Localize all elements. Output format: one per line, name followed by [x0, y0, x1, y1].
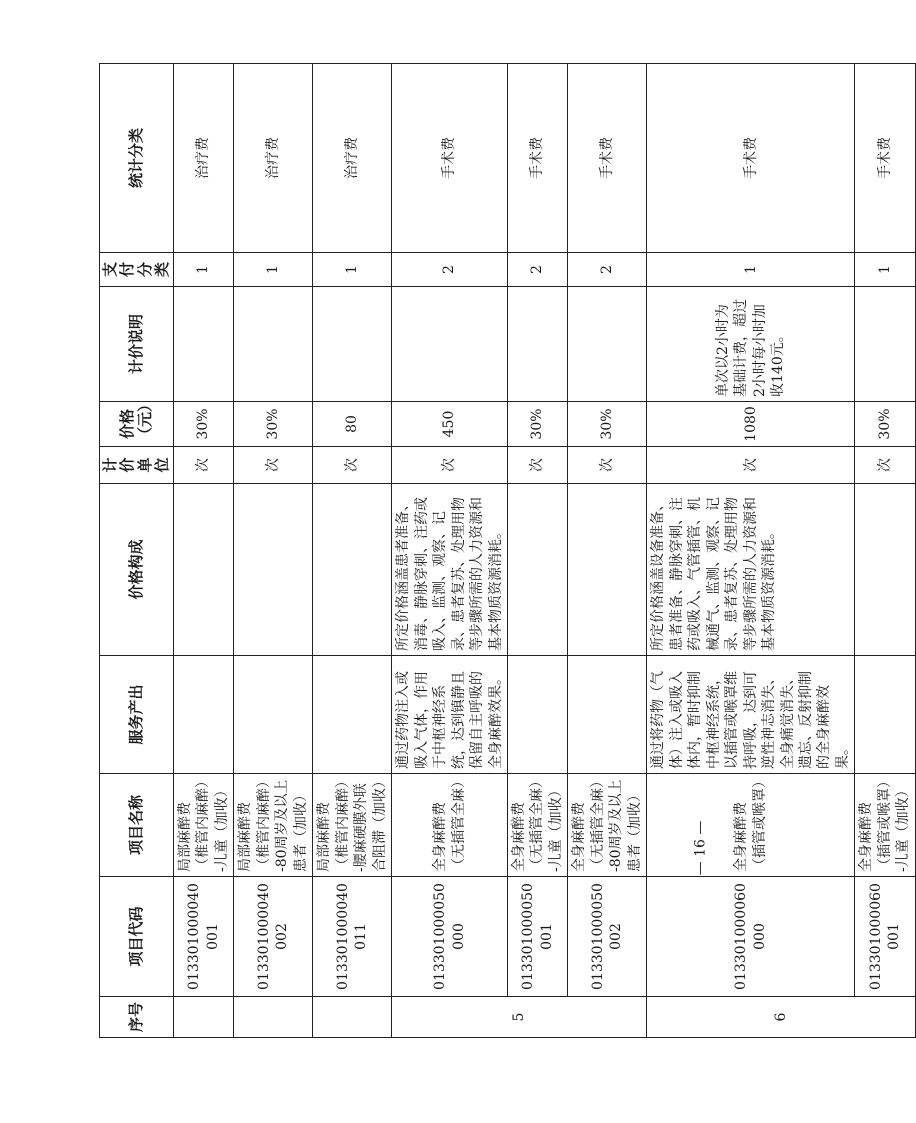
note-cell [568, 287, 647, 402]
fee-table [99, 63, 916, 1038]
code-cell: 013301000050000 [392, 877, 508, 997]
name-cell: 全身麻醉费（无插管全麻）-80周岁及以上患者（加收） [568, 774, 647, 877]
unit-cell: 次 [234, 447, 313, 484]
code-cell: 013301000040001 [174, 877, 234, 997]
name-cell: 局部麻醉费（椎管内麻醉）-80周岁及以上患者（加收） [234, 774, 313, 877]
seq-cell: 6 [647, 997, 916, 1038]
pay-cell: 2 [507, 253, 567, 287]
table-row [313, 64, 392, 1038]
header-name: 项目名称 [100, 774, 174, 877]
note-cell [234, 287, 313, 402]
note-cell [855, 287, 915, 402]
service-cell [855, 656, 915, 774]
service-cell: 通过将药物（气体）注入或吸入体内，暂时抑制中枢神经系统，以插管或喉罩维持呼吸，达到可逆性神志消失、全身痛觉消失、遗忘、反射抑制的全身麻醉效果。 [647, 656, 855, 774]
name-cell: 全身麻醉费（插管或喉罩）-儿童（加收） [855, 774, 915, 877]
category-cell: 治疗费 [174, 64, 234, 253]
table-row [855, 64, 915, 1038]
price-cell: 30% [568, 402, 647, 447]
note-cell [507, 287, 567, 402]
price-cell: 30% [234, 402, 313, 447]
code-cell: 013301000050001 [507, 877, 567, 997]
composition-cell: 所定价格涵盖设备准备、患者准备、静脉穿刺、注药或吸入、气管插管、机械通气、监测、观察、记录、患者复苏、处理用物等步骤所需的人力资源和基本物质资源消耗。 [647, 484, 855, 656]
name-cell: 局部麻醉费（椎管内麻醉）-腰麻硬膜外联合阻滞（加收） [313, 774, 392, 877]
category-cell: 手术费 [568, 64, 647, 253]
table-row [174, 64, 234, 1038]
seq-cell: 5 [392, 997, 647, 1038]
note-cell [313, 287, 392, 402]
price-cell: 450 [392, 402, 508, 447]
code-cell: 013301000060001 [855, 877, 915, 997]
unit-cell: 次 [392, 447, 508, 484]
table-row [234, 64, 313, 1038]
note-cell: 单次以2小时为基础计费，超过2小时每小时加收140元。 [647, 287, 855, 402]
service-cell [174, 656, 234, 774]
price-cell: 1080 [647, 402, 855, 447]
table-row [647, 64, 855, 1038]
price-cell: 30% [855, 402, 915, 447]
composition-cell [568, 484, 647, 656]
header-pay: 支付分类 [100, 253, 174, 287]
service-cell [507, 656, 567, 774]
service-cell [568, 656, 647, 774]
name-cell: 全身麻醉费（插管或喉罩） [647, 774, 855, 877]
price-cell: 80 [313, 402, 392, 447]
note-cell [392, 287, 508, 402]
seq-cell [313, 997, 392, 1038]
composition-cell [507, 484, 567, 656]
category-cell: 治疗费 [313, 64, 392, 253]
pay-cell: 1 [174, 253, 234, 287]
header-row [100, 64, 174, 1038]
table-row [507, 64, 567, 1038]
category-cell: 治疗费 [234, 64, 313, 253]
seq-cell [234, 997, 313, 1038]
category-cell: 手术费 [392, 64, 508, 253]
service-cell [234, 656, 313, 774]
unit-cell: 次 [568, 447, 647, 484]
composition-cell [855, 484, 915, 656]
header-composition: 价格构成 [100, 484, 174, 656]
name-cell: 局部麻醉费（椎管内麻醉）-儿童（加收） [174, 774, 234, 877]
pay-cell: 2 [392, 253, 508, 287]
name-cell: 全身麻醉费（无插管全麻） [392, 774, 508, 877]
composition-cell [313, 484, 392, 656]
table-row [568, 64, 647, 1038]
category-cell: 手术费 [647, 64, 855, 253]
header-note: 计价说明 [100, 287, 174, 402]
name-cell: 全身麻醉费（无插管全麻）-儿童（加收） [507, 774, 567, 877]
price-cell: 30% [507, 402, 567, 447]
pay-cell: 1 [234, 253, 313, 287]
price-cell: 30% [174, 402, 234, 447]
code-cell: 013301000060000 [647, 877, 855, 997]
header-price: 价格（元） [100, 402, 174, 447]
header-unit: 计价单位 [100, 447, 174, 484]
pay-cell: 1 [647, 253, 855, 287]
code-cell: 013301000040011 [313, 877, 392, 997]
page-number [680, 808, 720, 888]
pay-cell: 1 [855, 253, 915, 287]
category-cell: 手术费 [855, 64, 915, 253]
pay-cell: 2 [568, 253, 647, 287]
unit-cell: 次 [647, 447, 855, 484]
composition-cell [174, 484, 234, 656]
header-category: 统计分类 [100, 64, 174, 253]
header-seq: 序号 [100, 997, 174, 1038]
unit-cell: 次 [855, 447, 915, 484]
seq-cell [174, 997, 234, 1038]
composition-cell: 所定价格涵盖患者准备、消毒、静脉穿刺、注药或吸入、监测、观察、记录、患者复苏、处理用物等步骤所需的人力资源和基本物质资源消耗。 [392, 484, 508, 656]
service-cell [313, 656, 392, 774]
unit-cell: 次 [174, 447, 234, 484]
unit-cell: 次 [313, 447, 392, 484]
page-number-text: — 16 — [692, 820, 708, 876]
code-cell: 013301000050002 [568, 877, 647, 997]
pay-cell: 1 [313, 253, 392, 287]
unit-cell: 次 [507, 447, 567, 484]
composition-cell [234, 484, 313, 656]
code-cell: 013301000040002 [234, 877, 313, 997]
service-cell: 通过药物注入或吸入气体，作用于中枢神经系统，达到镇静且保留自主呼吸的全身麻醉效果。 [392, 656, 508, 774]
category-cell: 手术费 [507, 64, 567, 253]
header-service: 服务产出 [100, 656, 174, 774]
header-code: 项目代码 [100, 877, 174, 997]
note-cell [174, 287, 234, 402]
table-row [392, 64, 508, 1038]
